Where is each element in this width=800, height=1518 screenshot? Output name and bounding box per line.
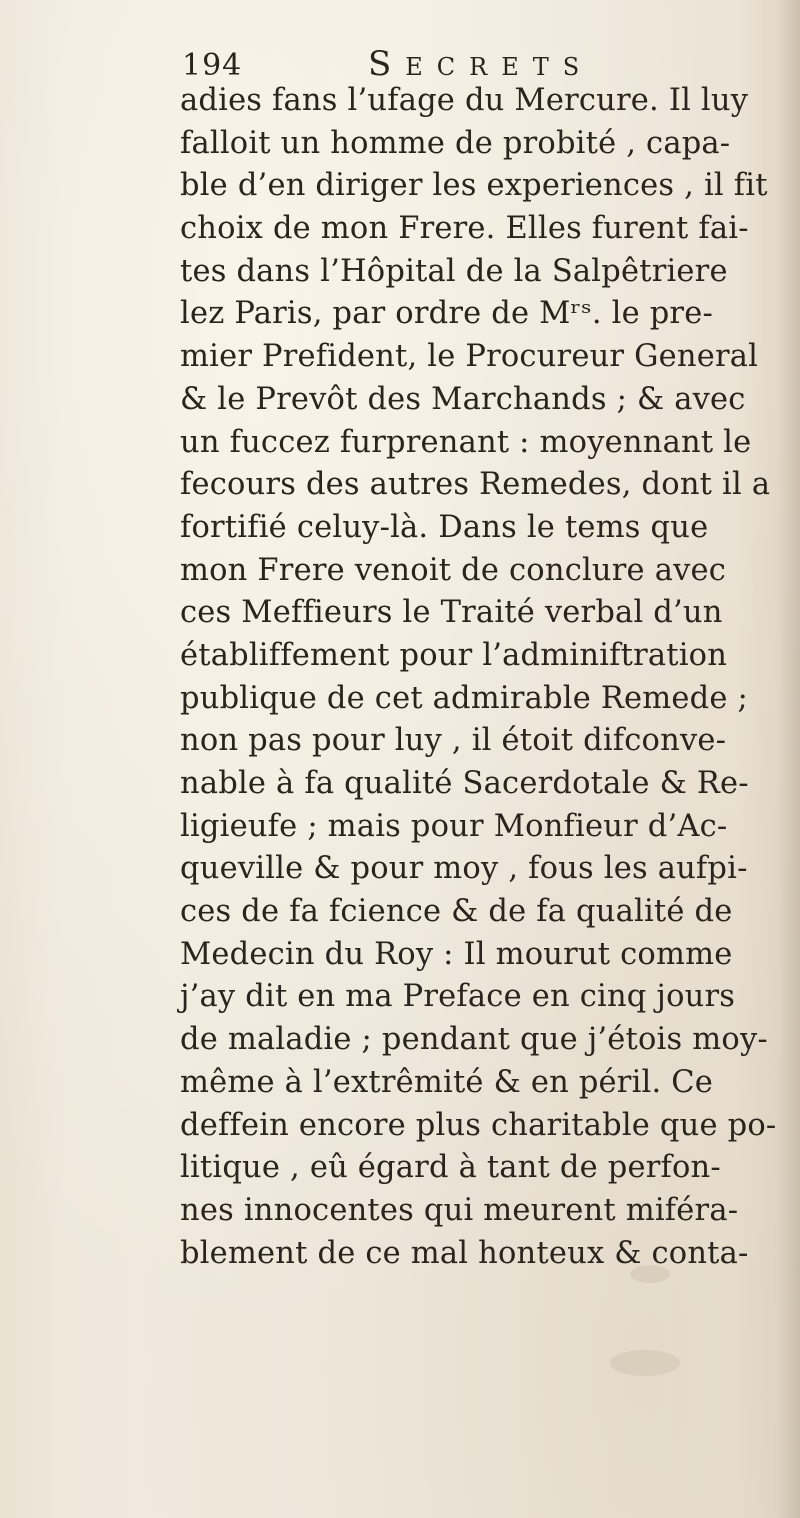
text-line: même à l’extrêmité & en péril. Ce (180, 1064, 714, 1100)
page-edge-shadow (778, 0, 800, 1518)
text-line: publique de cet admirable Remede ; (180, 680, 748, 716)
text-line: blement de ce mal honteux & conta- (180, 1235, 749, 1271)
text-line: de maladie ; pendant que j’étois moy- (180, 1022, 768, 1058)
running-title: Secrets (368, 44, 594, 84)
text-line: j’ay dit en ma Preface en cinq jours (180, 979, 736, 1015)
text-line: ces Meffieurs le Traité verbal d’un (180, 595, 723, 631)
text-line: Medecin du Roy : Il mourut comme (180, 936, 733, 972)
text-line: mier Prefident, le Procureur General (180, 339, 759, 375)
text-line: un fuccez furprenant : moyennant le (180, 424, 752, 460)
text-line: litique , eû égard à tant de perfon- (180, 1150, 721, 1186)
text-line: queville & pour moy , fous les aufpi- (180, 851, 748, 887)
text-line: ligieufe ; mais pour Monfieur d’Ac- (180, 808, 728, 844)
text-line: & le Prevôt des Marchands ; & avec (180, 381, 746, 417)
text-line: deffein encore plus charitable que po- (180, 1107, 777, 1143)
text-line: adies fans l’ufage du Mercure. Il luy (180, 83, 749, 118)
body-text (180, 80, 780, 1275)
text-line: ces de fa fcience & de fa qualité de (180, 894, 733, 930)
text-line: nable à fa qualité Sacerdotale & Re- (180, 766, 749, 801)
text-line: falloit un homme de probité , capa- (180, 125, 731, 161)
text-line: ble d’en diriger les experiences , il fit (180, 168, 768, 204)
text-line: lez Paris, par ordre de Mʳˢ. le pre- (180, 296, 713, 332)
text-line: nes innocentes qui meurent miféra- (180, 1192, 739, 1228)
text-line: fortifié celuy-là. Dans le tems que (180, 509, 709, 545)
text-line: établiffement pour l’adminiftration (180, 637, 728, 673)
text-line: fecours des autres Remedes, dont il a (180, 467, 771, 503)
text-line: mon Frere venoit de conclure avec (180, 552, 727, 588)
page-number: 194 (182, 48, 243, 83)
text-line: tes dans l’Hôpital de la Salpêtriere (180, 253, 728, 289)
paper-stain (610, 1350, 680, 1376)
text-line: non pas pour luy , il étoit difconve- (180, 723, 727, 759)
text-line: choix de mon Frere. Elles furent fai- (180, 211, 749, 247)
